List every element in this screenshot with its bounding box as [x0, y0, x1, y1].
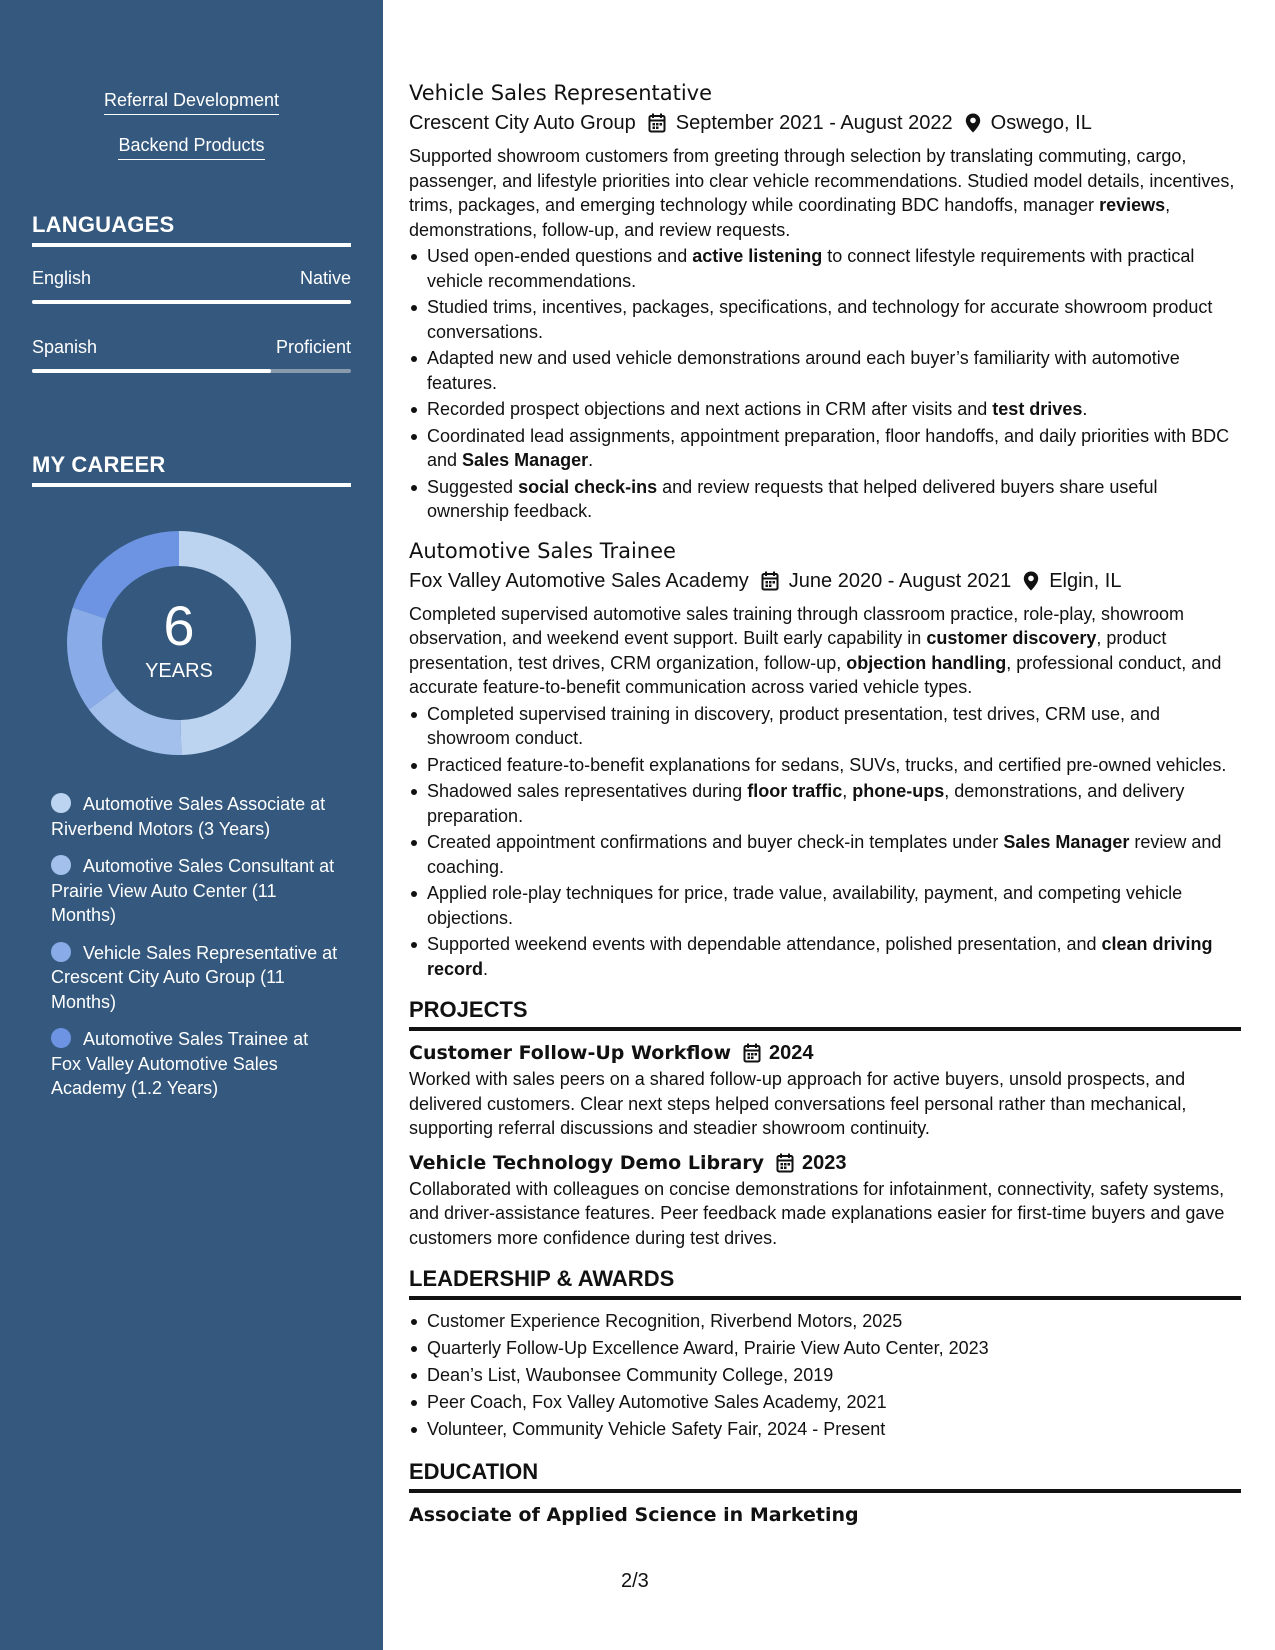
language-bar-fill	[32, 300, 351, 304]
experience-entry	[409, 536, 1241, 982]
language-name: Spanish	[32, 337, 98, 357]
career-donut-center	[66, 530, 292, 756]
language-row-english	[32, 268, 351, 289]
sidebar	[0, 0, 383, 1650]
project-entry	[409, 1149, 1241, 1251]
award-item: Dean’s List, Waubonsee Community College, 2019	[409, 1362, 1241, 1389]
education-degree: Associate of Applied Science in Marketing	[409, 1504, 859, 1526]
project-title-row	[409, 1039, 1241, 1067]
job-bullet: Suggested social check-ins and review requests that helped delivered buyers share useful ownership feedback.	[409, 475, 1241, 524]
job-meta	[409, 566, 1241, 596]
project-title: Vehicle Technology Demo Library	[409, 1151, 765, 1174]
project-entry	[409, 1039, 1241, 1141]
job-bullets	[409, 702, 1241, 982]
job-bullet: Completed supervised training in discovery, product presentation, test drives, CRM use, and showroom conduct.	[409, 702, 1241, 751]
calendar-icon	[776, 1153, 794, 1173]
career-legend-dot	[51, 942, 71, 962]
career-total-unit: YEARS	[145, 659, 213, 682]
job-bullet: Shadowed sales representatives during floor traffic, phone-ups, demonstrations, and delivery preparation.	[409, 779, 1241, 828]
skill-link-referral-development[interactable]: Referral Development	[0, 88, 383, 115]
job-bullet: Applied role-play techniques for price, trade value, availability, payment, and competing vehicle objections.	[409, 881, 1241, 930]
job-bullet: Supported weekend events with dependable attendance, polished presentation, and clean driving record.	[409, 932, 1241, 981]
project-title-row	[409, 1149, 1241, 1177]
experience-entry	[409, 78, 1241, 524]
projects-heading: PROJECTS	[409, 995, 1241, 1031]
job-bullet: Recorded prospect objections and next actions in CRM after visits and test drives.	[409, 397, 1241, 422]
career-donut-chart	[66, 530, 292, 756]
job-title: Vehicle Sales Representative	[409, 81, 713, 105]
career-item: Vehicle Sales Representative at Crescent City Auto Group (11 Months)	[51, 942, 338, 1012]
award-item: Peer Coach, Fox Valley Automotive Sales Academy, 2021	[409, 1389, 1241, 1416]
job-title: Automotive Sales Trainee	[409, 538, 676, 563]
career-legend-dot	[51, 793, 71, 813]
career-heading: MY CAREER	[32, 452, 351, 487]
career-item: Automotive Sales Consultant at Prairie View Auto Center (11 Months)	[51, 856, 335, 925]
map-pin-icon	[965, 113, 981, 133]
career-item: Automotive Sales Trainee at Fox Valley Automotive Sales Academy (1.2 Years)	[51, 1029, 309, 1098]
calendar-icon	[743, 1043, 761, 1063]
job-dates: September 2021 - August 2022	[675, 112, 953, 134]
job-bullet: Coordinated lead assignments, appointment preparation, floor handoffs, and daily priorities with BDC and Sales Manager.	[409, 424, 1241, 473]
project-title: Customer Follow-Up Workflow	[409, 1042, 732, 1064]
language-bar-english	[32, 300, 351, 304]
career-list	[51, 792, 341, 1114]
job-bullet: Created appointment confirmations and buyer check-in templates under Sales Manager review and coaching.	[409, 830, 1241, 879]
main-content	[409, 78, 1241, 1529]
job-meta	[409, 108, 1241, 138]
project-description: Collaborated with colleagues on concise demonstrations for infotainment, connectivity, safety systems, and driver-assistance features. Peer feedback made explanations easier for first-time buyers and gave customers more confidence during test drives.	[409, 1178, 1225, 1248]
job-location: Oswego, IL	[990, 112, 1092, 134]
award-item: Quarterly Follow-Up Excellence Award, Prairie View Auto Center, 2023	[409, 1335, 1241, 1362]
language-bar-spanish	[32, 369, 351, 373]
award-item: Volunteer, Community Vehicle Safety Fair, 2024 - Present	[409, 1416, 1241, 1443]
job-description: Completed supervised automotive sales training through classroom practice, role-play, showroom observation, and weekend event support. Built early capability in customer discovery, product presentation, test drives, CRM organization, follow-up, objection handling, professional conduct, and accurate feature-to-benefit communication across varied vehicle types.	[409, 603, 1222, 697]
job-dates: June 2020 - August 2021	[788, 569, 1012, 592]
career-legend-dot	[51, 1028, 71, 1048]
map-pin-icon	[1023, 571, 1039, 591]
language-bar-fill	[32, 369, 271, 373]
company-name: Crescent City Auto Group	[409, 112, 636, 134]
language-level: Proficient	[275, 337, 351, 357]
project-year: 2024	[769, 1042, 814, 1064]
job-bullet: Adapted new and used vehicle demonstrations around each buyer’s familiarity with automotive features.	[409, 346, 1241, 395]
job-bullet: Practiced feature-to-benefit explanations for sedans, SUVs, trucks, and certified pre-owned vehicles.	[409, 753, 1241, 778]
language-row-spanish	[32, 337, 351, 358]
award-item: Customer Experience Recognition, Riverbend Motors, 2025	[409, 1308, 1241, 1335]
career-item: Automotive Sales Associate at Riverbend Motors (3 Years)	[51, 794, 326, 839]
education-heading: EDUCATION	[409, 1457, 1241, 1493]
language-name: English	[32, 268, 92, 288]
language-level: Native	[299, 268, 351, 288]
awards-list	[409, 1308, 1241, 1443]
job-bullets	[409, 244, 1241, 524]
job-bullet: Studied trims, incentives, packages, specifications, and technology for accurate showroom product conversations.	[409, 295, 1241, 344]
career-legend-dot	[51, 855, 71, 875]
calendar-icon	[761, 571, 779, 591]
career-total-number: 6	[163, 593, 195, 657]
job-bullet: Used open-ended questions and active listening to connect lifestyle requirements with practical vehicle recommendations.	[409, 244, 1241, 293]
languages-heading: LANGUAGES	[32, 212, 351, 247]
skill-link-backend-products[interactable]: Backend Products	[0, 133, 383, 160]
job-description: Supported showroom customers from greeting through selection by translating commuting, cargo, passenger, and lifestyle priorities into clear vehicle recommendations. Studied model details, incentives, trims, packages, and emerging technology while coordinating BDC handoffs, manager reviews, demonstrations, follow-up, and review requests.	[409, 146, 1235, 240]
calendar-icon	[648, 113, 666, 133]
project-year: 2023	[802, 1151, 847, 1174]
page-number: 2/3	[621, 1570, 649, 1592]
awards-heading: LEADERSHIP & AWARDS	[409, 1264, 1241, 1300]
job-location: Elgin, IL	[1049, 569, 1122, 592]
company-name: Fox Valley Automotive Sales Academy	[409, 569, 749, 592]
project-description: Worked with sales peers on a shared follow-up approach for active buyers, unsold prospects, and delivered customers. Clear next steps helped conversations feel personal rather than mechanical, supporting referral discussions and steadier showroom continuity.	[409, 1069, 1187, 1138]
